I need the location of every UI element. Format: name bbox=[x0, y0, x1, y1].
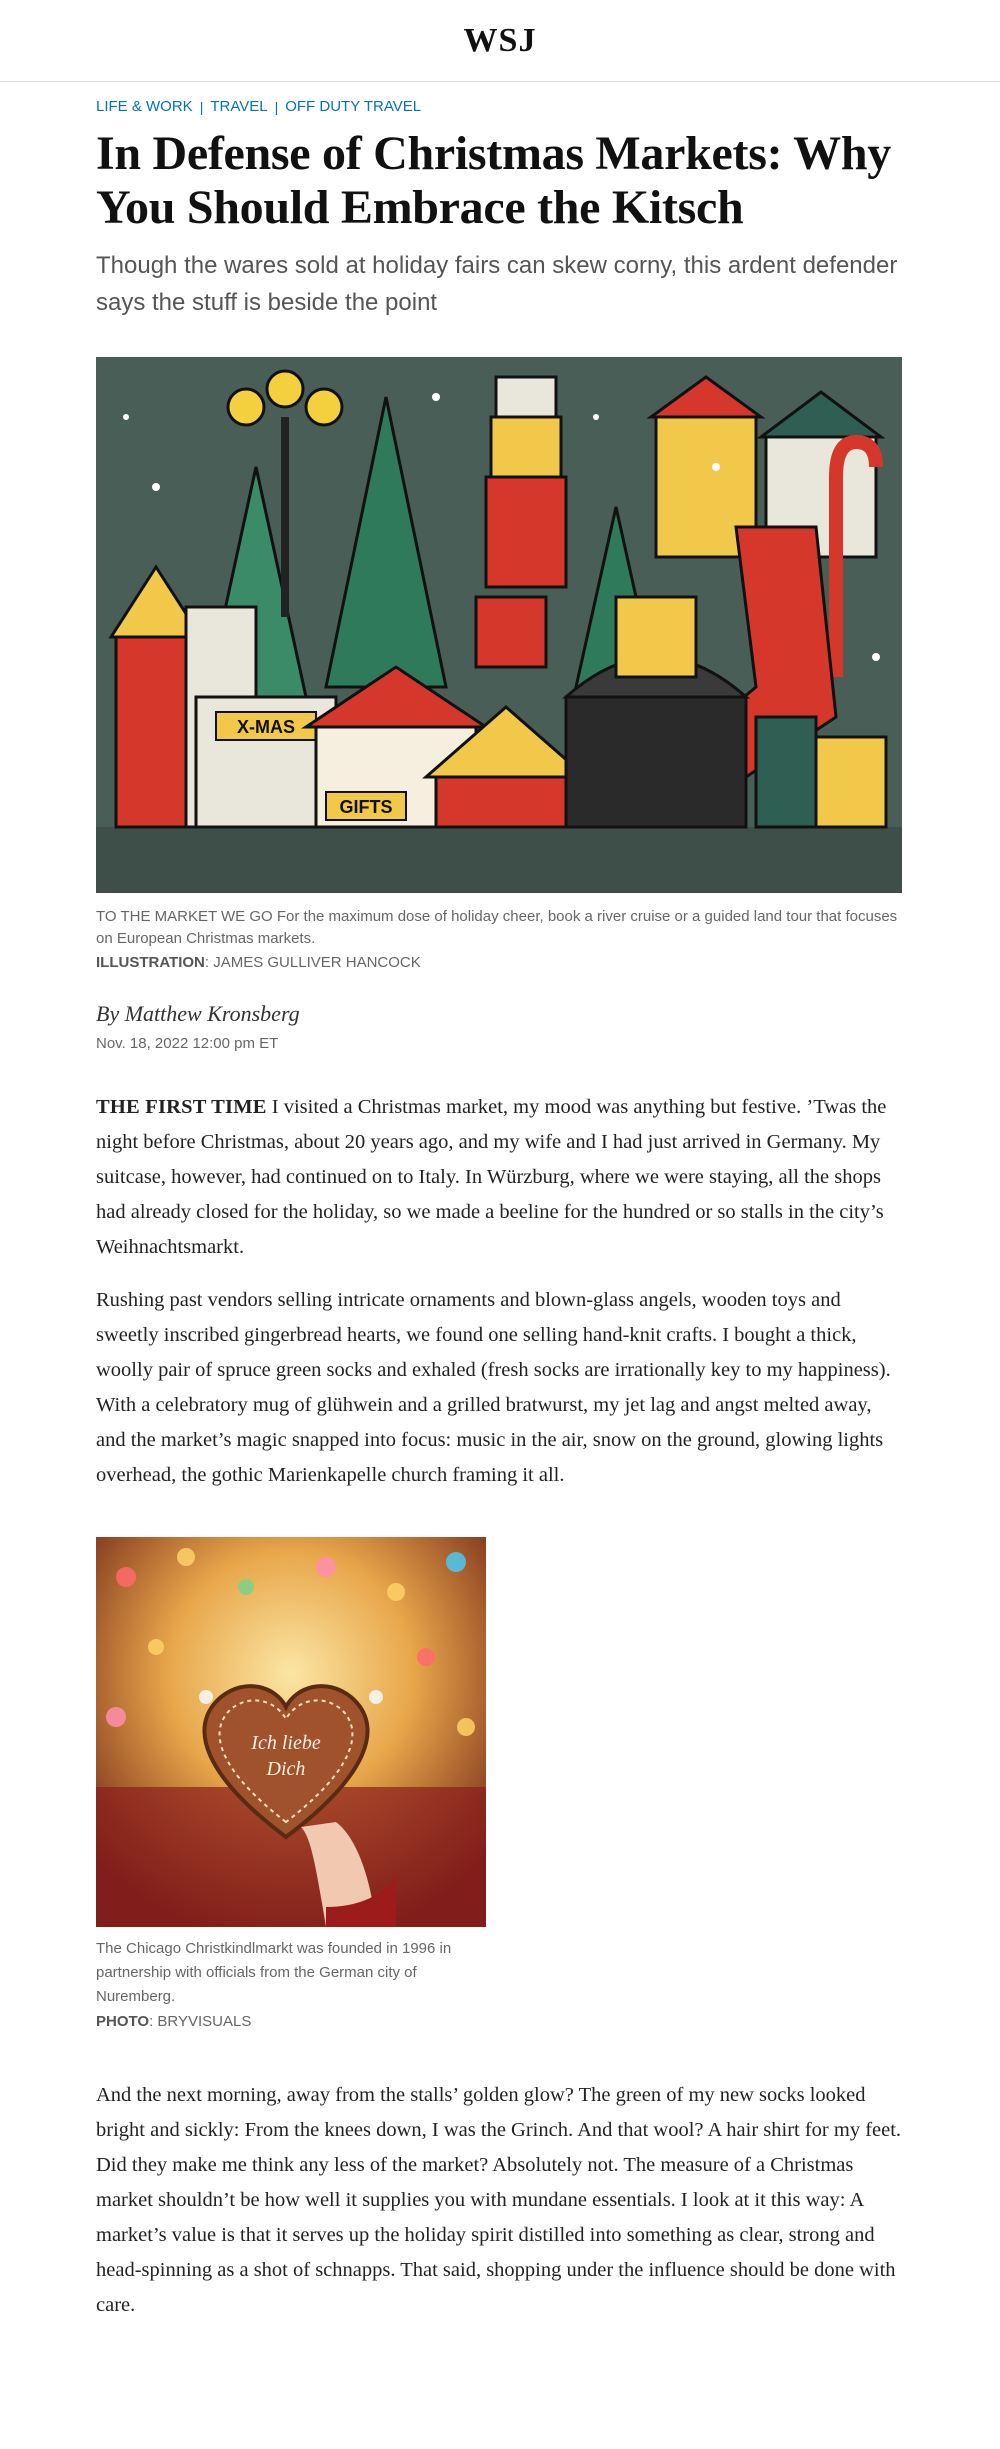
heart-text-line-2: Dich bbox=[266, 1758, 306, 1780]
paragraph-1 bbox=[96, 1090, 902, 1265]
paragraph-1-text: I visited a Christmas market, my mood was anything but festive. ’Twas the night before Christmas, about 20 years ago, and my wife and I had just arrived in Germany. My suitcase, however, had continued on to Italy. In Würzburg, where we were staying, all the shops had already closed for the holiday, so we made a beeline for the hundred or so stalls in the city’s Weihnachtsmarkt. bbox=[96, 1096, 887, 1258]
photo-credit bbox=[96, 2013, 486, 2030]
hero-credit bbox=[96, 954, 902, 971]
gingerbread-heart-image bbox=[96, 1537, 486, 1927]
breadcrumb-life-work[interactable]: LIFE & WORK bbox=[96, 98, 193, 115]
article-body bbox=[96, 1090, 902, 2323]
hero-caption: TO THE MARKET WE GO For the maximum dose of holiday cheer, book a river cruise or a guided land tour that focuses on European Christmas markets. bbox=[96, 908, 898, 947]
paragraph-3: And the next morning, away from the stalls’ golden glow? The green of my new socks looked bright and sickly: From the knees down, I was the Grinch. And that wool? A hair shirt for my feet. Did they make me think any less of the market? Absolutely not. The measure of a Christmas market shouldn’t be how well it supplies you with mundane essentials. I look at it this way: A market’s value is that it serves up the holiday spirit distilled into something as clear, strong and head-spinning as a shot of schnapps. That said, shopping under the influence should be done with care. bbox=[96, 2084, 902, 2316]
breadcrumb bbox=[96, 98, 902, 115]
breadcrumb-separator: | bbox=[274, 98, 279, 115]
hero-credit-name: : JAMES GULLIVER HANCOCK bbox=[204, 954, 421, 971]
wsj-logo[interactable]: WSJ bbox=[463, 21, 537, 59]
hero-illustration[interactable] bbox=[96, 357, 902, 893]
photo-credit-label: PHOTO bbox=[96, 2013, 150, 2030]
lead-in: THE FIRST TIME bbox=[96, 1096, 267, 1118]
gingerbread-heart-photo[interactable] bbox=[96, 1537, 486, 1927]
article-container bbox=[96, 98, 902, 2323]
photo-caption: The Chicago Christkindlmarkt was founded in 1996 in partnership with officials from the German city of Nuremberg. bbox=[96, 1940, 452, 2005]
inline-photo-figure bbox=[96, 1537, 486, 2030]
article-headline: In Defense of Christmas Markets: Why You Should Embrace the Kitsch bbox=[96, 127, 891, 234]
christmas-market-illustration bbox=[96, 357, 902, 893]
article-date: Nov. 18, 2022 12:00 pm ET bbox=[96, 1035, 279, 1052]
gifts-sign: GIFTS bbox=[339, 797, 393, 817]
byline[interactable]: By Matthew Kronsberg bbox=[96, 1001, 300, 1026]
xmas-sign: X-MAS bbox=[237, 717, 295, 737]
article-dek: Though the wares sold at holiday fairs can skew corny, this ardent defender says the stuff is beside the point bbox=[96, 252, 898, 316]
paragraph-2: Rushing past vendors selling intricate ornaments and blown-glass angels, wooden toys and sweetly inscribed gingerbread hearts, we found one selling hand-knit crafts. I bought a thick, woolly pair of spruce green socks and exhaled (fresh socks are irrationally key to my happiness). With a celebratory mug of glühwein and a grilled bratwurst, my jet lag and angst melted away, and the market’s magic snapped into focus: music in the air, snow on the ground, glowing lights overhead, the gothic Marienkapelle church framing it all. bbox=[96, 1289, 891, 1486]
photo-credit-name: : BRYVISUALS bbox=[149, 2013, 252, 2030]
breadcrumb-separator: | bbox=[199, 98, 204, 115]
hero-figure bbox=[96, 357, 902, 971]
heart-text-line-1: Ich liebe bbox=[251, 1732, 321, 1754]
breadcrumb-travel[interactable]: TRAVEL bbox=[210, 98, 268, 115]
hero-credit-label: ILLUSTRATION bbox=[96, 954, 205, 971]
site-header bbox=[0, 0, 1000, 82]
breadcrumb-off-duty-travel[interactable]: OFF DUTY TRAVEL bbox=[285, 98, 422, 115]
